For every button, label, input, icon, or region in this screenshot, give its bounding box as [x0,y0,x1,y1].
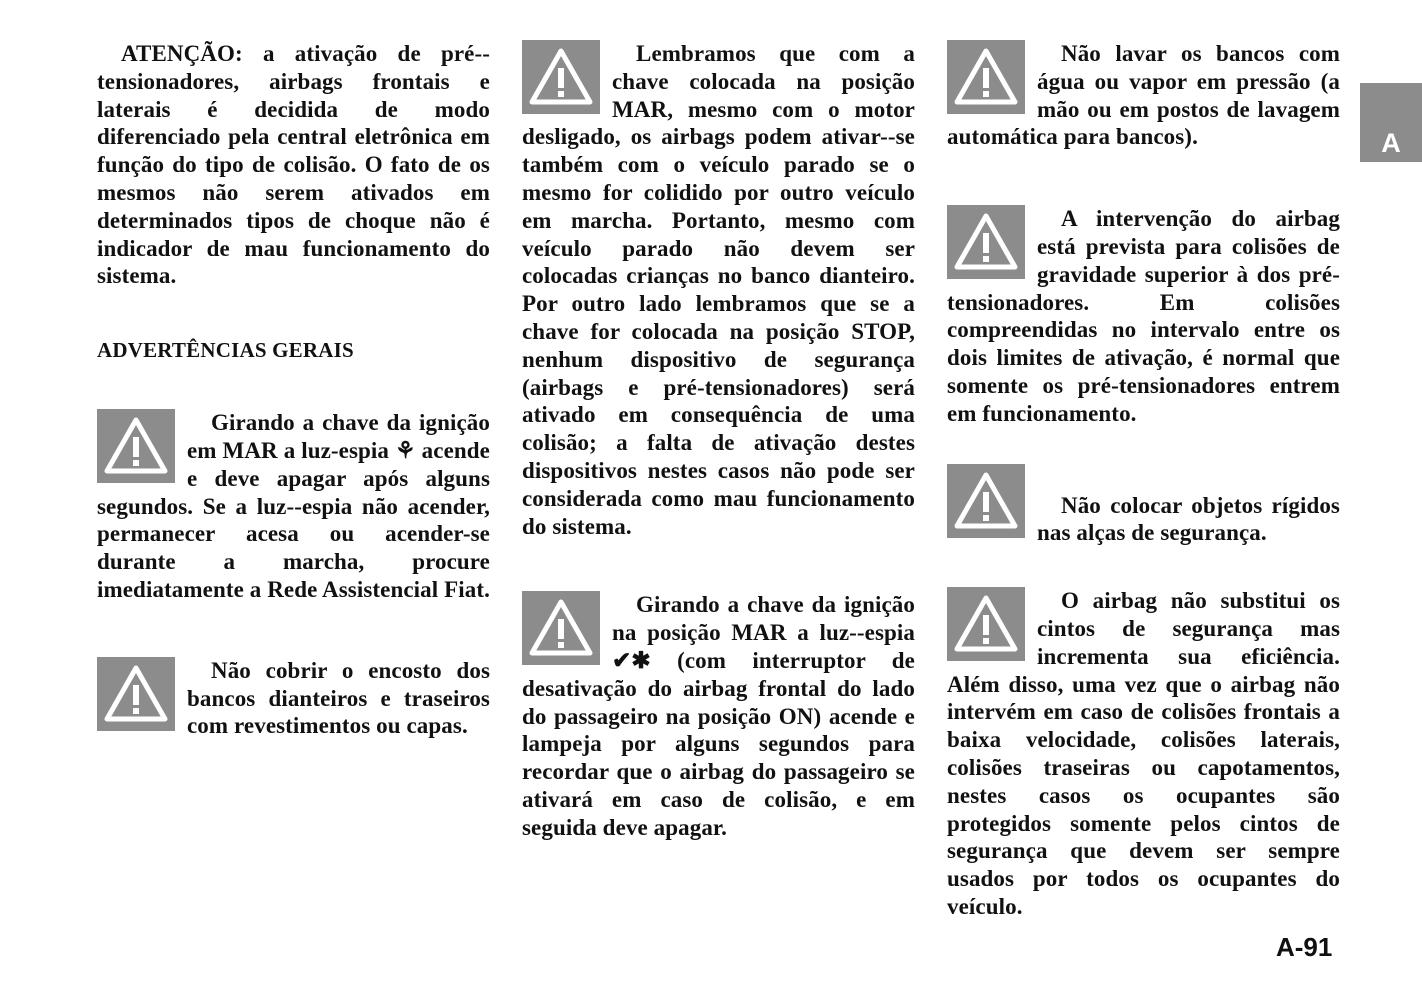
warning-text: Girando a chave da ignição na posição MAR a luz--espia ✔✱ (com interruptor de desativação do airbag frontal do lado do passageiro na posição ON) acende e lampeja por alguns segundos para recordar que o airbag do passageiro se ativará em caso de colisão, e em seguida deve apagar. [522,592,915,840]
column-3 [947,40,1340,921]
page-number: A-91 [1276,932,1333,962]
warning-block [947,205,1340,427]
warning-block [97,409,490,604]
warning-text: A intervenção do airbag está prevista para colisões de gravidade superior à dos pré-tensionadores. Em colisões compreendidas no intervalo entre os dois limites de ativação, é normal que somente os pré-tensionadores entrem em funcionamento. [947,206,1340,426]
warning-triangle-icon [947,205,1025,279]
airbag-warning-lamp-icon: ⚘ [394,437,416,463]
warning-triangle-icon [947,40,1025,114]
warning-text: Lembramos que com a chave colocada na posição MAR, mesmo com o motor desligado, os airbags podem ativar--se também com o veículo parado se o mesmo for colidido por outro veículo em marcha. Portanto, mesmo com veículo parado não devem ser colocadas crianças no banco dianteiro. Por outro lado lembramos que se a chave for colocada na posição STOP, nenhum dispositivo de segurança (airbags e pré-tensionadores) será ativado em consequência de uma colisão; a falta de ativação destes dispositivos nestes casos não pode ser considerada como mau funcionamento do sistema. [522,41,915,539]
warning-text: O airbag não substitui os cintos de segurança mas incrementa sua eficiência. Além disso, uma vez que o airbag não intervém em caso de colisões frontais a baixa velocidade, colisões laterais, colisões traseiras ou capotamentos, nestes casos os ocupantes são protegidos somente pelos cintos de segurança que devem ser sempre usados por todos os ocupantes do veículo. [947,588,1340,919]
section-tab [1360,83,1422,162]
column-2 [522,40,915,842]
warning-triangle-icon [97,409,175,483]
warning-text: Girando a chave da ignição em MAR a luz-espia ⚘ acende e deve apagar após alguns segundos. Se a luz--espia não acender, permanecer acesa ou acender-se durante a marcha, procure imediatamente a Rede Assistencial Fiat. [97,410,490,602]
warning-block [522,591,915,841]
warning-block [522,40,915,540]
warning-block [947,464,1340,548]
warning-triangle-icon [522,40,600,114]
warning-triangle-icon [947,587,1025,661]
warning-text: Não lavar os bancos com água ou vapor em pressão (a mão ou em postos de lavagem automática para bancos). [947,41,1340,150]
warning-block [947,40,1340,151]
attention-paragraph: ATENÇÃO: a ativação de pré--tensionadores, airbags frontais e laterais é decidida de modo diferenciado pela central eletrônica em função do tipo de colisão. O fato de os mesmos não serem ativados em determinados tipos de choque não é indicador de mau funcionamento do sistema. [97,41,490,289]
warning-triangle-icon [522,591,600,665]
section-heading: ADVERTÊNCIAS GERAIS [97,338,354,363]
section-tab-label: A [1381,128,1401,158]
warning-triangle-icon [97,657,175,731]
warning-block [97,657,490,740]
warning-text: Não cobrir o encosto dos bancos dianteiros e traseiros com revestimentos ou capas. [187,657,490,739]
warning-triangle-icon [947,464,1025,538]
warning-block [947,587,1340,921]
column-1 [97,40,490,740]
passenger-airbag-off-lamp-icon: ✔✱ [612,647,651,673]
warning-text: Não colocar objetos rígidos nas alças de segurança. [1037,492,1340,546]
